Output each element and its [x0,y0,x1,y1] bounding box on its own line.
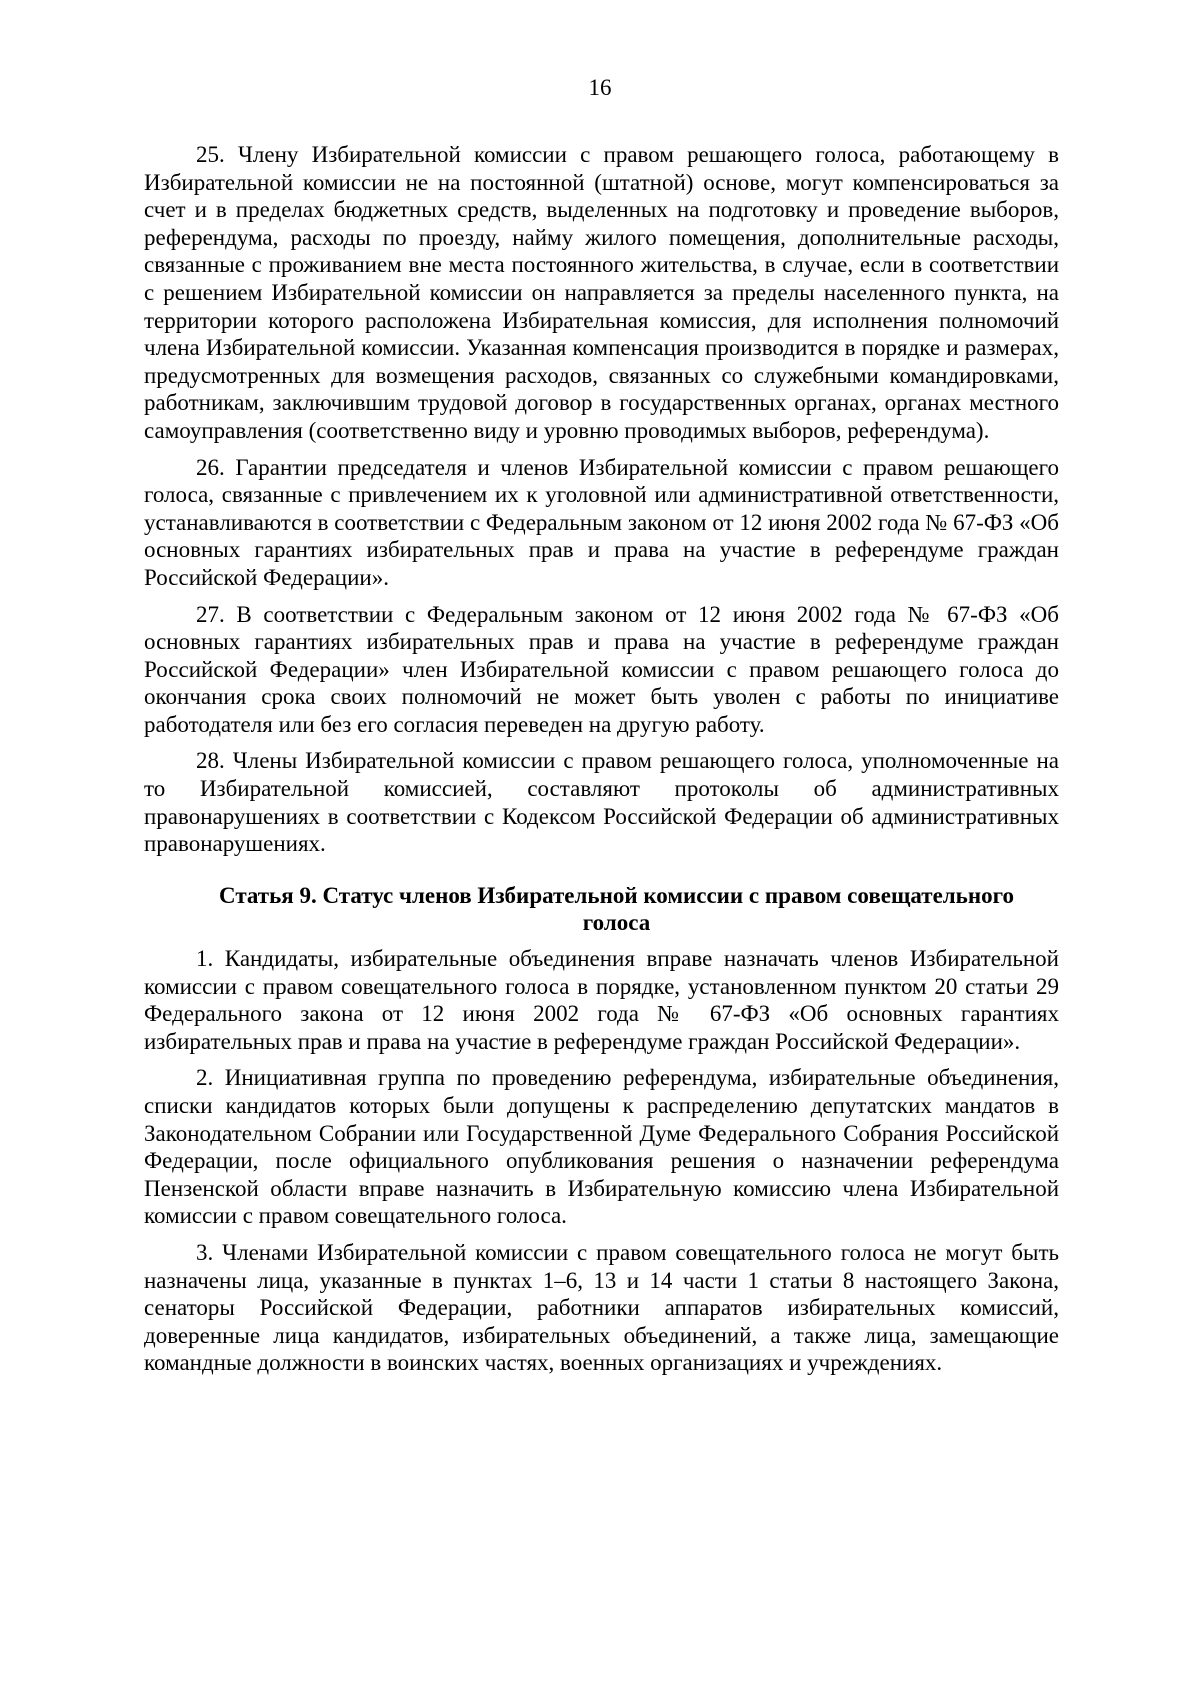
article-9-paragraph-3: 3. Членами Избирательной комиссии с правом совещательного голоса не могут быть назначены лица, указанные в пунктах 1–6, 13 и 14 части 1 статьи 8 настоящего Закона, сенаторы Российской Федерации, работники аппаратов избирательных комиссий, доверенные лица кандидатов, избирательных объединений, а также лица, замещающие командные должности в воинских частях, военных организациях и учреждениях. [144,1239,1059,1376]
paragraph-27: 27. В соответствии с Федеральным законом от 12 июня 2002 года № 67-ФЗ «Об основных гарантиях избирательных прав и права на участие в референдуме граждан Российской Федерации» член Избирательной комиссии с правом решающего голоса до окончания срока своих полномочий не может быть уволен с работы по инициативе работодателя или без его согласия переведен на другую работу. [144,601,1059,737]
paragraph-28: 28. Члены Избирательной комиссии с правом решающего голоса, уполномоченные на то Избирательной комиссией, составляют протоколы об административных правонарушениях в соответствии с Кодексом Российской Федерации об административных правонарушениях. [144,748,1059,857]
article-9-paragraph-2: 2. Инициативная группа по проведению референдума, избирательные объединения, списки кандидатов которых были допущены к распределению депутатских мандатов в Законодательном Собрании или Государственной Думе Федерального Собрания Российской Федерации, после официального опубликования решения о назначении референдума Пензенской области вправе назначить в Избирательную комиссию члена Избирательной комиссии с правом совещательного голоса. [144,1065,1059,1229]
document-body [144,141,1059,1386]
page-number: 16 [588,75,612,100]
article-9-paragraph-1: 1. Кандидаты, избирательные объединения вправе назначать членов Избирательной комиссии с правом совещательного голоса в порядке, установленном пунктом 20 статьи 29 Федерального закона от 12 июня 2002 года № 67-ФЗ «Об основных гарантиях избирательных прав и права на участие в референдуме граждан Российской Федерации». [144,946,1059,1054]
article-heading: Статья 9. Статус членов Избирательной комиссии с правом совещательного голоса [219,882,1014,936]
paragraph-26: 26. Гарантии председателя и членов Избирательной комиссии с правом решающего голоса, связанные с привлечением их к уголовной или административной ответственности, устанавливаются в соответствии с Федеральным законом от 12 июня 2002 года № 67-ФЗ «Об основных гарантиях избирательных прав и права на участие в референдуме граждан Российской Федерации». [144,454,1059,590]
paragraph-25: 25. Члену Избирательной комиссии с правом решающего голоса, работающему в Избирательной комиссии не на постоянной (штатной) основе, могут компенсироваться за счет и в пределах бюджетных средств, выделенных на подготовку и проведение выборов, референдума, расходы по проезду, найму жилого помещения, дополнительные расходы, связанные с проживанием вне места постоянного жительства, в случае, если в соответствии с решением Избирательной комиссии он направляется за пределы населенного пункта, на территории которого расположена Избирательная комиссия, для исполнения полномочий члена Избирательной комиссии. Указанная компенсация производится в порядке и размерах, предусмотренных для возмещения расходов, связанных со служебными командировками, работникам, заключившим трудовой договор в государственных органах, органах местного самоуправления (соответственно виду и уровню проводимых выборов, референдума). [144,142,1059,443]
